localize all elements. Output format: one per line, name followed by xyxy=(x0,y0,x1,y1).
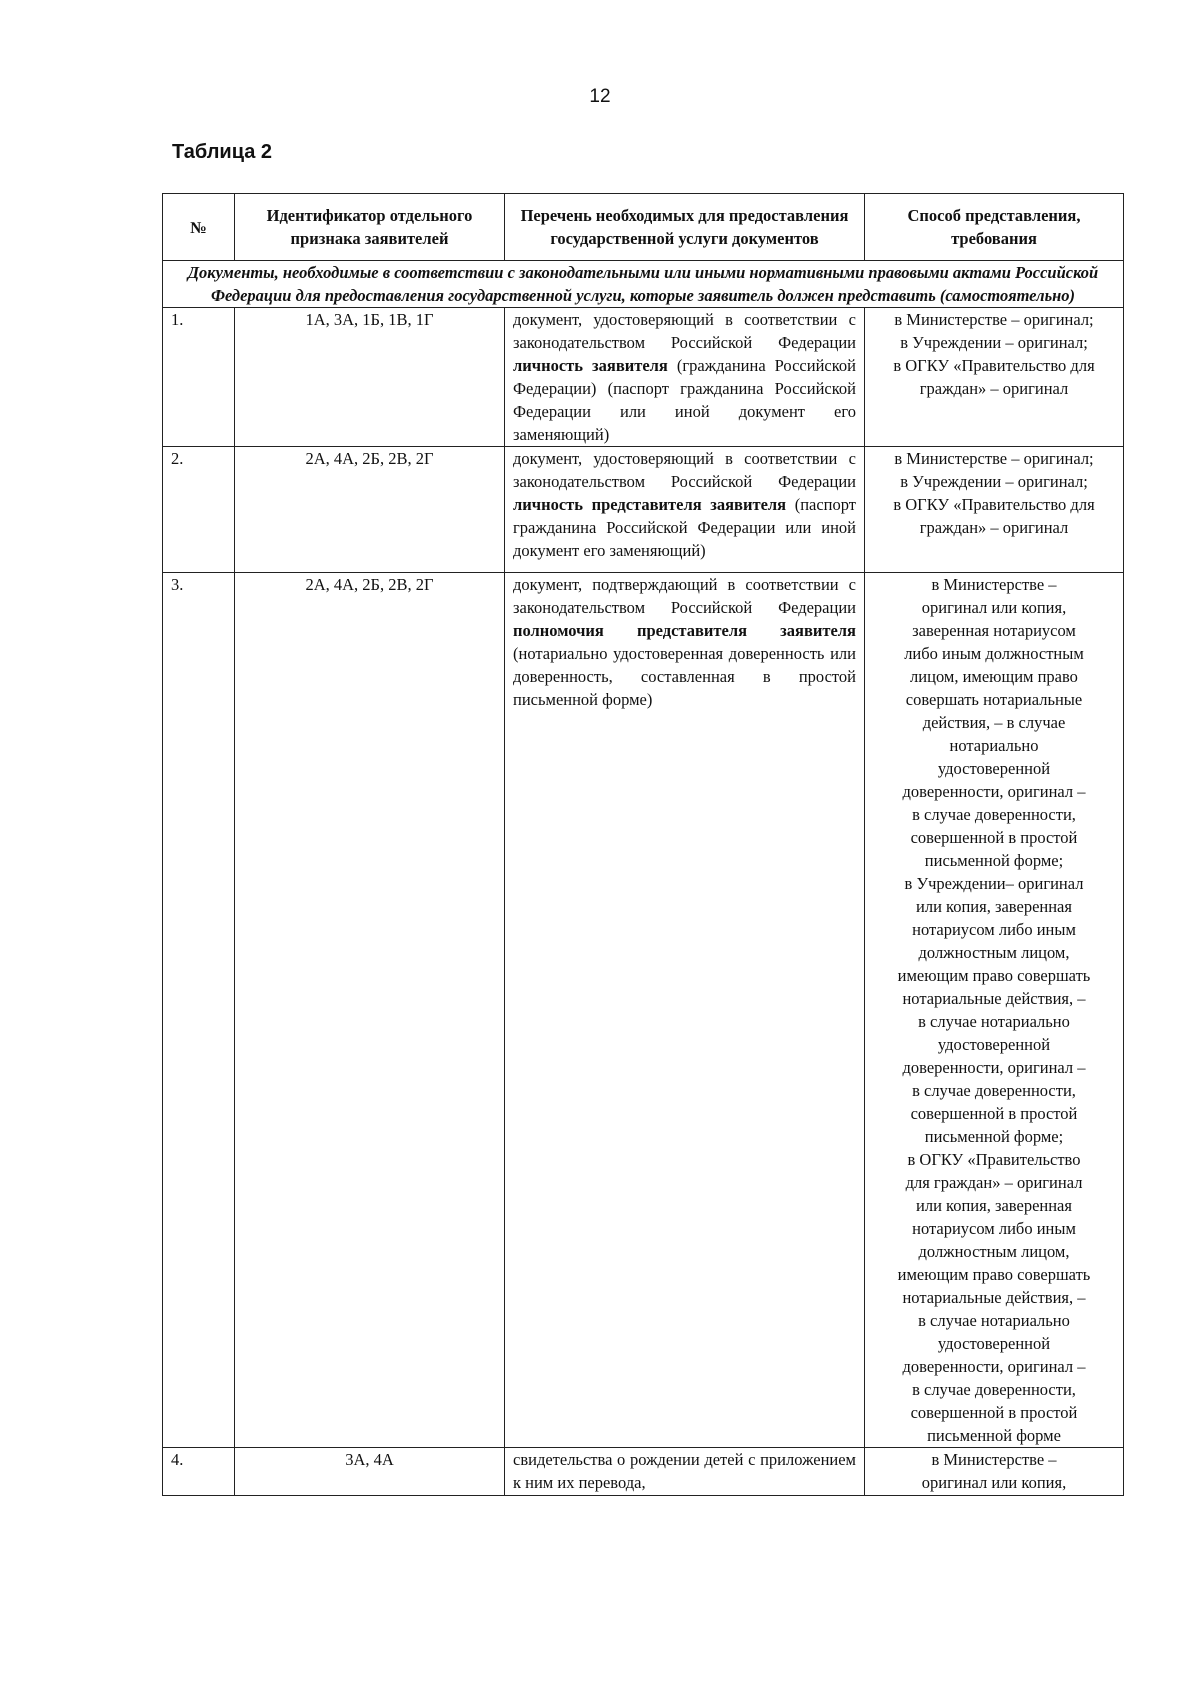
header-identifier: Идентификатор отдельного признака заявителей xyxy=(235,194,505,261)
row-method: в Министерстве – оригинал или копия, xyxy=(865,1448,1124,1496)
row-documents xyxy=(505,573,865,1448)
section-title: Документы, необходимые в соответствии с законодательными или иными нормативными правовыми актами Российской Федерации для предоставления государственной услуги, которые заявитель должен представить (самостоятельно) xyxy=(163,261,1124,308)
doc-bold-text: полномочия представителя заявителя xyxy=(513,621,856,640)
doc-text: свидетельства о рождении детей с приложением к ним их перевода, xyxy=(513,1450,856,1492)
doc-bold-text: личность представителя заявителя xyxy=(513,495,787,514)
doc-text: (паспорт гражданина Российской Федерации или иной документ его заменяющий) xyxy=(513,495,856,560)
row-method: в Министерстве – оригинал; в Учреждении – оригинал; в ОГКУ «Правительство для граждан» – оригинал xyxy=(865,308,1124,447)
header-documents: Перечень необходимых для предоставления государственной услуги документов xyxy=(505,194,865,261)
table-header-row xyxy=(163,194,1124,261)
table-title: Таблица 2 xyxy=(172,141,273,163)
table-row xyxy=(163,573,1124,1448)
row-num: 4. xyxy=(163,1448,235,1496)
doc-text: документ, удостоверяющий в соответствии с законодательством Российской Федерации xyxy=(513,449,856,491)
row-identifier: 3А, 4А xyxy=(235,1448,505,1496)
row-num: 3. xyxy=(163,573,235,1448)
section-row xyxy=(163,261,1124,308)
row-documents xyxy=(505,308,865,447)
header-method: Способ представления, требования xyxy=(865,194,1124,261)
table-row xyxy=(163,308,1124,447)
header-num: № xyxy=(163,194,235,261)
documents-table xyxy=(162,193,1124,1496)
table-row xyxy=(163,1448,1124,1496)
row-num: 1. xyxy=(163,308,235,447)
row-documents xyxy=(505,1448,865,1496)
doc-bold-text: личность заявителя xyxy=(513,356,668,375)
table-row xyxy=(163,447,1124,573)
row-method: в Министерстве – оригинал или копия, заверенная нотариусом либо иным должностным лицом, имеющим право совершать нотариальные действия, – в случае нотариально удостоверенной доверенности, оригинал – в случае доверенности, совершенной в простой письменной форме; в Учреждении– оригинал или копия, заверенная нотариусом либо иным должностным лицом, имеющим право совершать нотариальные действия, – в случае нотариально удостоверенной доверенности, оригинал – в случае доверенности, совершенной в простой письменной форме; в ОГКУ «Правительство для граждан» – оригинал или копия, заверенная нотариусом либо иным должностным лицом, имеющим право совершать нотариальные действия, – в случае нотариально удостоверенной доверенности, оригинал – в случае доверенности, совершенной в простой письменной форме xyxy=(865,573,1124,1448)
row-identifier: 2А, 4А, 2Б, 2В, 2Г xyxy=(235,573,505,1448)
doc-text: документ, удостоверяющий в соответствии с законодательством Российской Федерации xyxy=(513,310,856,352)
doc-text: (нотариально удостоверенная доверенность или доверенность, составленная в простой письменной форме) xyxy=(513,644,856,709)
row-num: 2. xyxy=(163,447,235,573)
row-method: в Министерстве – оригинал; в Учреждении – оригинал; в ОГКУ «Правительство для граждан» – оригинал xyxy=(865,447,1124,573)
row-documents xyxy=(505,447,865,573)
row-identifier: 1А, 3А, 1Б, 1В, 1Г xyxy=(235,308,505,447)
row-identifier: 2А, 4А, 2Б, 2В, 2Г xyxy=(235,447,505,573)
doc-text: документ, подтверждающий в соответствии с законодательством Российской Федерации xyxy=(513,575,856,617)
doc-text: (гражданина Российской Федерации) (паспорт гражданина Российской Федерации или иной документ его заменяющий) xyxy=(513,356,856,444)
page-number: 12 xyxy=(589,86,611,107)
